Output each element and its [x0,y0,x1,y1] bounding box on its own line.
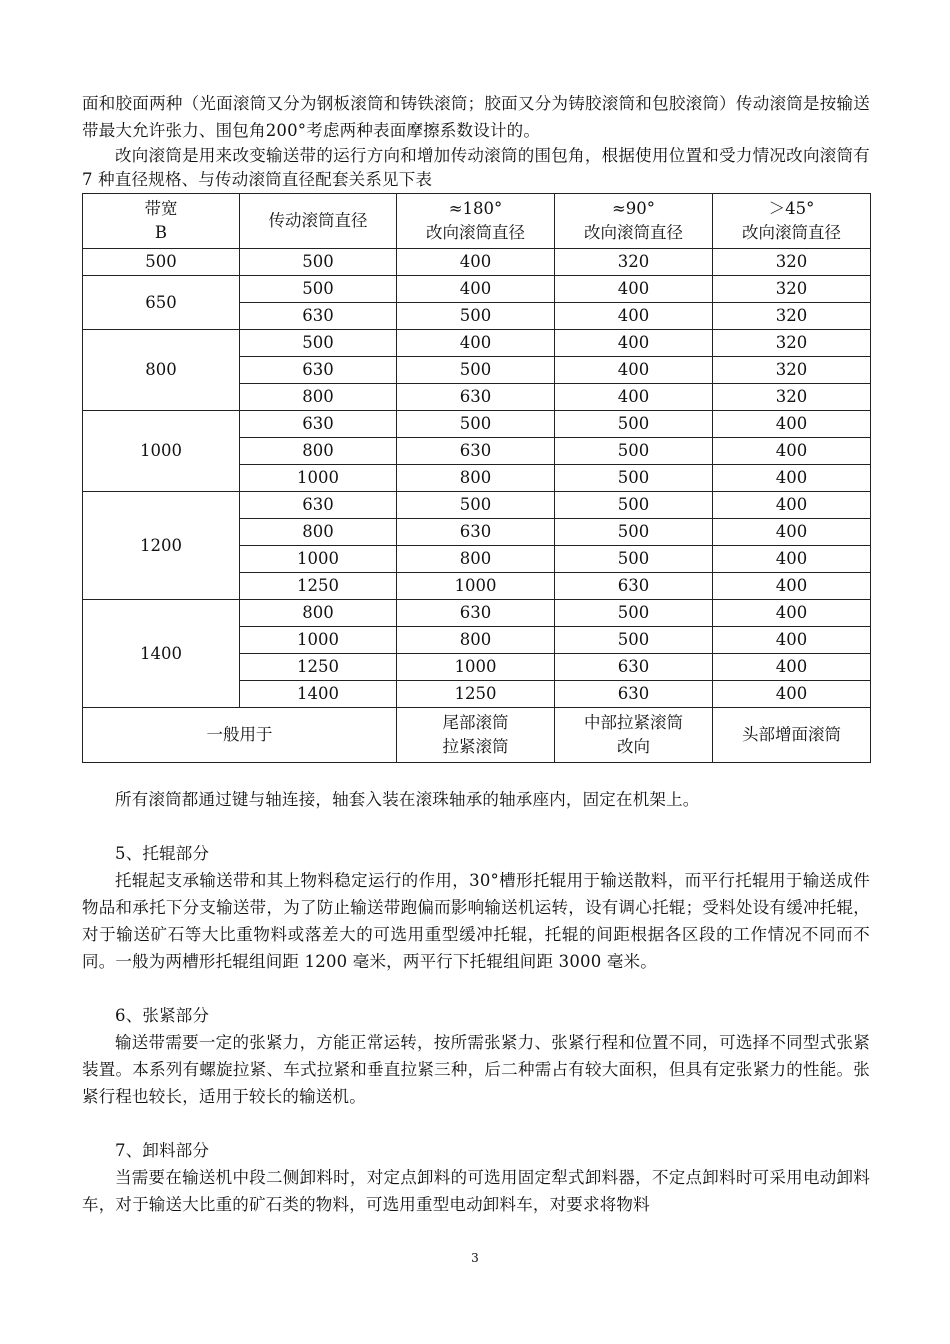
footer-tail-take-up [397,708,555,763]
bend-45-cell: 400 [713,546,871,573]
drive-diameter-cell: 1000 [240,546,397,573]
paragraph-bend-pulley: 改向滚筒是用来改变输送带的运行方向和增加传动滚筒的围包角，根据使用位置和受力情况改向滚筒有 7 种直径规格、与传动滚筒直径配套关系见下表 [82,146,870,189]
section6-title: 6、张紧部分 [115,1006,210,1025]
bend-90-cell: 320 [555,249,713,276]
header-bend-180-line2: 改向滚筒直径 [426,223,525,242]
bend-180-cell: 400 [397,330,555,357]
drive-diameter-cell: 1000 [240,465,397,492]
belt-width-cell: 1200 [83,492,240,600]
table-row [83,600,871,627]
drive-diameter-cell: 800 [240,519,397,546]
bend-180-cell: 1000 [397,573,555,600]
table-footer [83,708,871,763]
bend-180-cell: 500 [397,492,555,519]
section7-title: 7、卸料部分 [115,1141,210,1160]
header-belt-width-line2: B [154,223,168,242]
section7-body: 当需要在输送机中段二侧卸料时，对定点卸料的可选用固定犁式卸料器，不定点卸料时可采用电动卸料车，对于输送大比重的矿石类的物料，可选用重型电动卸料车，对要求将物料 [82,1168,870,1214]
table-row [83,276,871,303]
header-bend-90-line1: ≈90° [611,199,656,218]
table-row [83,330,871,357]
section6-body: 输送带需要一定的张紧力，方能正常运转，按所需张紧力、张紧行程和位置不同，可选择不同型式张紧装置。本系列有螺旋拉紧、车式拉紧和垂直拉紧三种，后二种需占有较大面积，但具有定张紧力的性能。张紧行程也较长，适用于较长的输送机。 [82,1033,870,1106]
drive-diameter-cell: 500 [240,330,397,357]
bend-90-cell: 400 [555,384,713,411]
bend-45-cell: 320 [713,330,871,357]
header-bend-90-line2: 改向滚筒直径 [584,223,683,242]
bend-180-cell: 800 [397,546,555,573]
bend-45-cell: 320 [713,303,871,330]
bend-180-cell: 500 [397,303,555,330]
drive-diameter-cell: 500 [240,249,397,276]
header-bend-90 [555,194,713,249]
bend-180-cell: 630 [397,438,555,465]
bend-180-cell: 1000 [397,654,555,681]
footer-col4-line1: 中部拉紧滚筒 [584,713,683,732]
footer-head-snub: 头部增面滚筒 [713,708,871,763]
bend-90-cell: 500 [555,465,713,492]
section5-body: 托辊起支承输送带和其上物料稳定运行的作用，30°槽形托辊用于输送散料，而平行托辊用于输送成件物品和承托下分支输送带，为了防止输送带跑偏而影响输送机运转，设有调心托辊；受料处设有缓冲托辊，对于输送矿石等大比重物料或落差大的可选用重型缓冲托辊，托辊的间距根据各区段的工作情况不同而不同。一般为两槽形托辊组间距 1200 毫米，两平行下托辊组间距 3000 毫米。 [82,871,870,971]
bend-180-cell: 630 [397,384,555,411]
footer-middle-take-up [555,708,713,763]
table-row [83,492,871,519]
bend-45-cell: 320 [713,357,871,384]
bend-90-cell: 630 [555,681,713,708]
bend-90-cell: 400 [555,330,713,357]
table-header-row [83,194,871,249]
table-body [83,194,871,708]
drive-diameter-cell: 800 [240,384,397,411]
bend-45-cell: 400 [713,627,871,654]
drive-diameter-cell: 1250 [240,573,397,600]
header-belt-width-line1: 带宽 [144,199,178,218]
bend-180-cell: 1250 [397,681,555,708]
drive-diameter-cell: 1400 [240,681,397,708]
bend-180-cell: 630 [397,519,555,546]
paragraph-shaft-connection: 所有滚筒都通过键与轴连接，轴套入装在滚珠轴承的轴承座内，固定在机架上。 [115,790,700,809]
header-belt-width [83,194,240,249]
bend-90-cell: 500 [555,546,713,573]
bend-45-cell: 400 [713,681,871,708]
table-row [83,249,871,276]
header-bend-180 [397,194,555,249]
drive-diameter-cell: 630 [240,303,397,330]
drive-diameter-cell: 630 [240,357,397,384]
bend-90-cell: 500 [555,600,713,627]
bend-45-cell: 400 [713,654,871,681]
belt-width-cell: 1400 [83,600,240,708]
bend-180-cell: 400 [397,276,555,303]
belt-width-cell: 1000 [83,411,240,492]
bend-90-cell: 500 [555,411,713,438]
drive-diameter-cell: 800 [240,600,397,627]
bend-45-cell: 320 [713,249,871,276]
header-bend-45-line1: ＞45° [768,199,815,218]
header-drive-diameter: 传动滚筒直径 [240,194,397,249]
bend-90-cell: 400 [555,357,713,384]
bend-90-cell: 630 [555,573,713,600]
paragraph-drive-pulley: 面和胶面两种（光面滚筒又分为钢板滚筒和铸铁滚筒；胶面又分为铸胶滚筒和包胶滚筒）传动滚筒是按输送带最大允许张力、围包角200°考虑两种表面摩擦系数设计的。 [82,94,870,140]
bend-45-cell: 400 [713,600,871,627]
footer-col3-line2: 拉紧滚筒 [442,737,509,756]
drive-diameter-cell: 500 [240,276,397,303]
bend-45-cell: 320 [713,384,871,411]
drive-diameter-cell: 1250 [240,654,397,681]
bend-90-cell: 500 [555,492,713,519]
footer-col3-line1: 尾部滚筒 [442,713,509,732]
bend-45-cell: 400 [713,411,871,438]
bend-45-cell: 400 [713,519,871,546]
header-bend-180-line1: ≈180° [448,199,503,218]
bend-180-cell: 400 [397,249,555,276]
bend-45-cell: 320 [713,276,871,303]
footer-col4-line2: 改向 [617,737,650,756]
drive-diameter-cell: 1000 [240,627,397,654]
bend-45-cell: 400 [713,573,871,600]
bend-90-cell: 630 [555,654,713,681]
section5-title: 5、托辊部分 [115,844,210,863]
pulley-diameter-table [82,193,871,763]
footer-usage-label: 一般用于 [83,708,397,763]
bend-180-cell: 500 [397,357,555,384]
drive-diameter-cell: 800 [240,438,397,465]
table-footer-row [83,708,871,763]
page-number: 3 [471,1251,479,1265]
header-bend-45 [713,194,871,249]
drive-diameter-cell: 630 [240,492,397,519]
bend-180-cell: 800 [397,465,555,492]
bend-45-cell: 400 [713,438,871,465]
bend-90-cell: 400 [555,276,713,303]
table-row [83,411,871,438]
bend-45-cell: 400 [713,492,871,519]
bend-180-cell: 500 [397,411,555,438]
document-page [82,90,870,1218]
belt-width-cell: 800 [83,330,240,411]
header-bend-45-line2: 改向滚筒直径 [742,223,841,242]
bend-90-cell: 500 [555,627,713,654]
bend-90-cell: 400 [555,303,713,330]
drive-diameter-cell: 630 [240,411,397,438]
belt-width-cell: 500 [83,249,240,276]
bend-45-cell: 400 [713,465,871,492]
belt-width-cell: 650 [83,276,240,330]
bend-180-cell: 630 [397,600,555,627]
bend-180-cell: 800 [397,627,555,654]
bend-90-cell: 500 [555,438,713,465]
bend-90-cell: 500 [555,519,713,546]
